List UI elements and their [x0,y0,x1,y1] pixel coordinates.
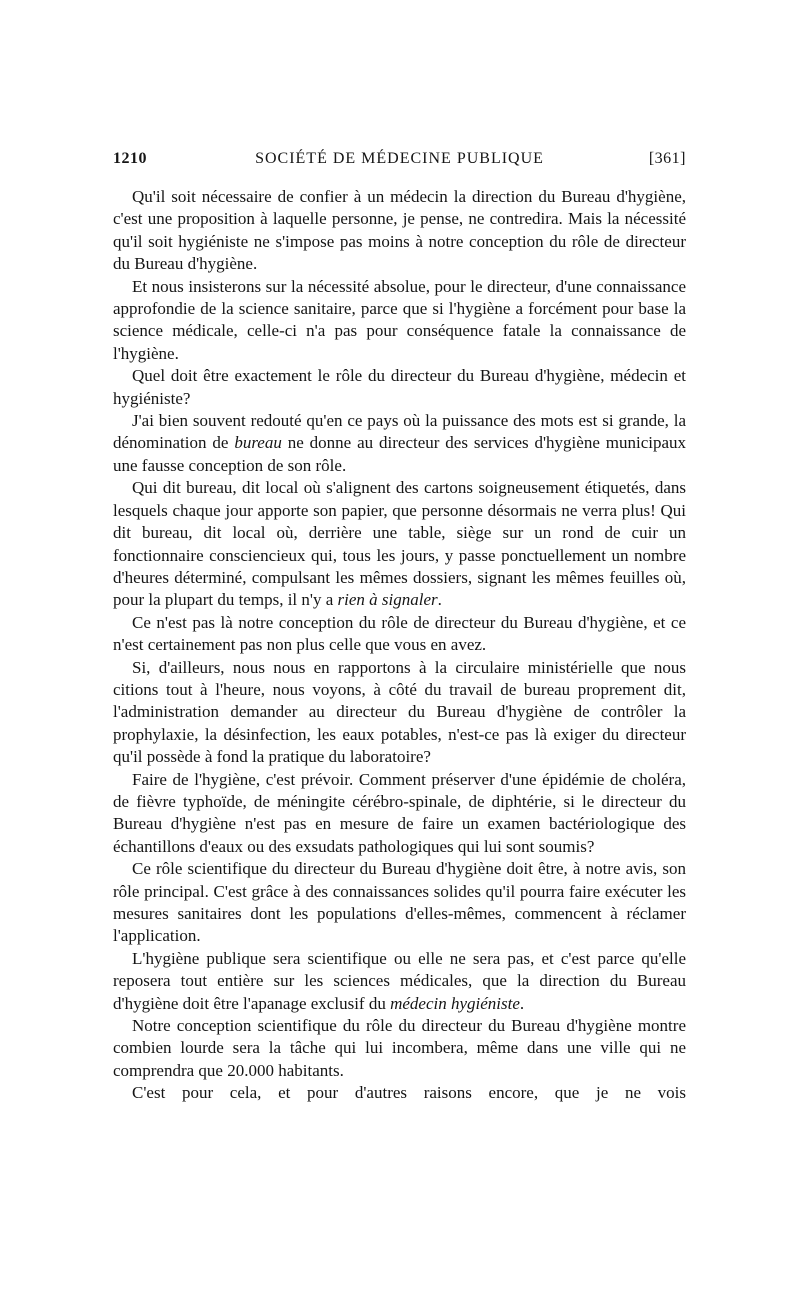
paragraph [113,477,686,611]
paragraph-text: L'hygiène publique sera scientifique ou elle ne sera pas, et c'est parce qu'elle reposera tout entière sur les sciences médicales, que la direction du Bureau d'hygiène doit être l'apanage exclusif du [113,948,686,1013]
italic-word: bureau [234,433,282,453]
paragraph-text: J'ai bien souvent redouté qu'en ce pays où la puissance des mots est si grande, la dénomination de [113,411,686,453]
italic-phrase: médecin hygiéniste [390,993,520,1013]
italic-phrase: rien à signaler [337,590,438,610]
page-reference: [361] [648,150,686,167]
paragraph-text: . [519,993,525,1013]
paragraph-text: . [437,590,442,610]
paragraph-text: ne donne au directeur des services d'hygiène municipaux une fausse conception de son rôle. [113,433,687,475]
paragraph: Notre conception scientifique du rôle du directeur du Bureau d'hygiène montre combien lourde sera la tâche qui lui incombera, même dans une ville qui ne comprendra que 20.000 habitants. [113,1016,686,1080]
page-number: 1210 [113,150,147,167]
paragraph: Qu'il soit nécessaire de confier à un médecin la direction du Bureau d'hygiène, c'est une proposition à laquelle personne, je pense, ne contredira. Mais la nécessité qu'il soit hygiéniste ne s'impose pas moins à notre conception du rôle de directeur du Bureau d'hygiène. [113,187,686,274]
paragraph: Ce rôle scientifique du directeur du Bureau d'hygiène doit être, à notre avis, son rôle principal. C'est grâce à des connaissances solides qu'il pourra faire exécuter les mesures sanitaires dont les populations d'elles-mêmes, commencent à réclamer l'application. [113,859,686,946]
paragraph: Et nous insisterons sur la nécessité absolue, pour le directeur, d'une connaissance approfondie de la science sanitaire, parce que si l'hygiène a forcément pour base la science médicale, celle-ci n'a pas pour conséquence fatale la connaissance de l'hygiène. [113,276,686,363]
paragraph: Si, d'ailleurs, nous nous en rapportons à la circulaire ministérielle que nous citions tout à l'heure, nous voyons, à côté du travail de bureau proprement dit, l'administration demander au directeur du Bureau d'hygiène de contrôler la prophylaxie, la désinfection, les eaux potables, n'est-ce pas là exiger du directeur qu'il possède à fond la pratique du laboratoire? [113,657,686,767]
paragraph: Quel doit être exactement le rôle du directeur du Bureau d'hygiène, médecin et hygiéniste? [113,366,686,408]
paragraph: Ce n'est pas là notre conception du rôle de directeur du Bureau d'hygiène, et ce n'est certainement pas non plus celle que vous en avez. [113,612,686,655]
running-header [113,150,686,174]
book-page [113,150,686,1105]
paragraph-text: Qui dit bureau, dit local où s'alignent des cartons soigneusement étiquetés, dans lesquels chaque jour apporte son papier, que personne désormais ne verra plus! Qui dit bureau, dit local où, derrière une table, siège sur un rond de cuir un fonctionnaire consciencieux qui, tous les jours, y passe ponctuellement un nombre d'heures déterminé, compulsant les mêmes dossiers, signant les mêmes feuilles où, pour la plupart du temps, il n'y a [113,478,686,610]
paragraph [113,948,686,1015]
paragraph [113,410,686,477]
paragraph: C'est pour cela, et pour d'autres raisons encore, que je ne vois [132,1083,686,1103]
paragraph: Faire de l'hygiène, c'est prévoir. Comment préserver d'une épidémie de choléra, de fièvre typhoïde, de méningite cérébro-spinale, de diphtérie, si le directeur du Bureau d'hygiène n'est pas en mesure de faire un examen bactériologique des échantillons d'eaux ou des exsudats pathologiques qui lui sont soumis? [113,769,686,856]
running-title: SOCIÉTÉ DE MÉDECINE PUBLIQUE [255,150,544,167]
